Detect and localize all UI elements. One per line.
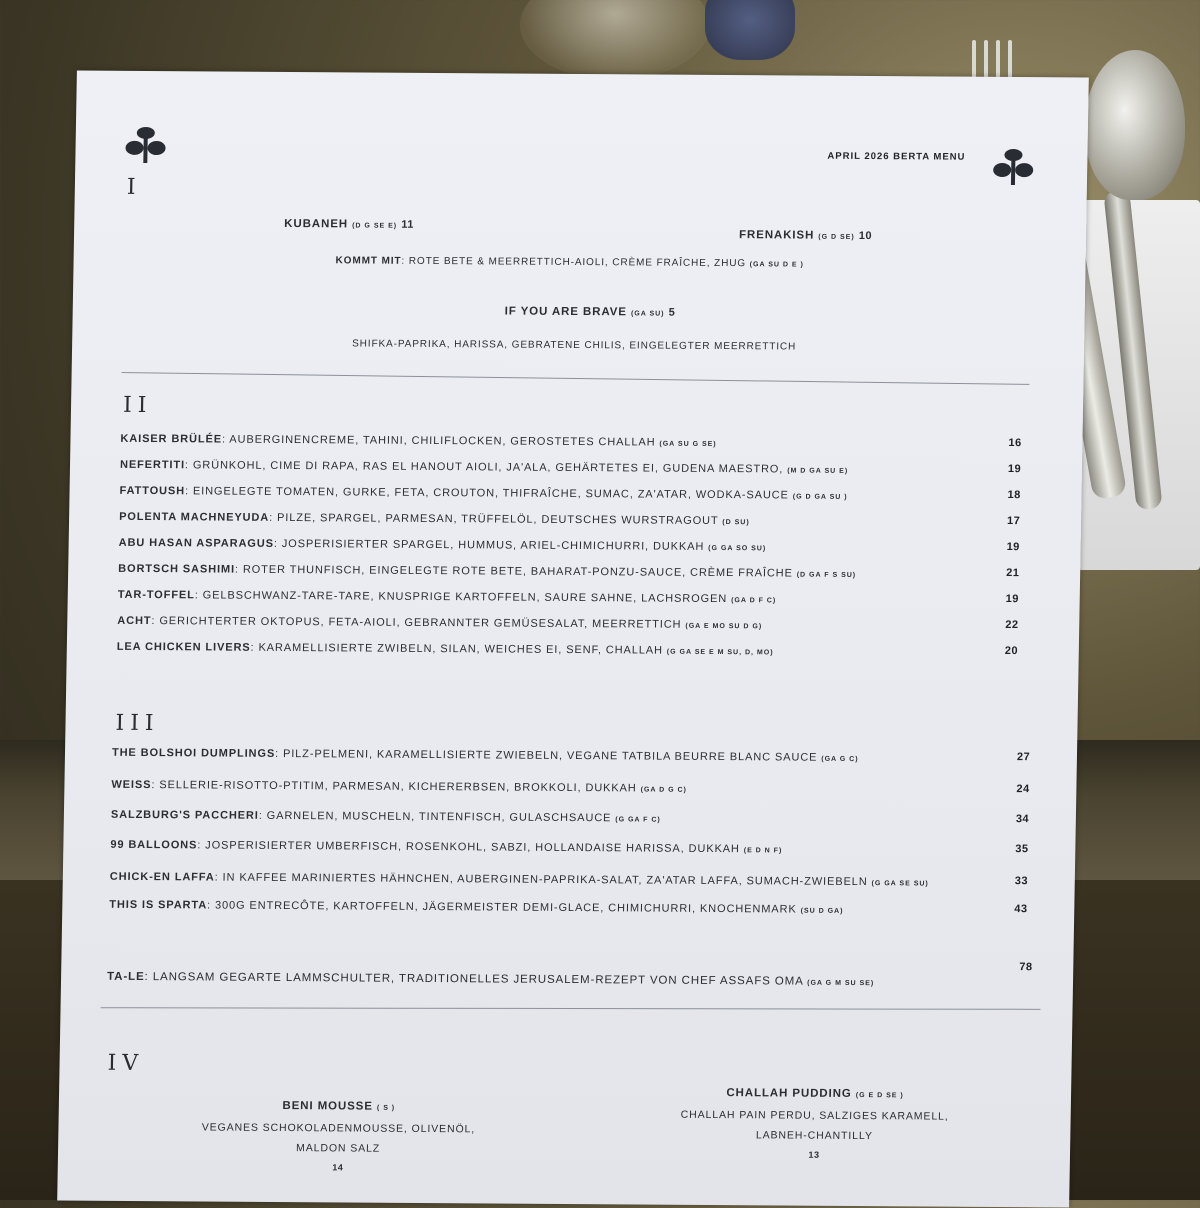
- menu-item: [112, 747, 859, 764]
- menu-item: [119, 511, 750, 527]
- beni-mousse-allergens: ( S ): [376, 1104, 396, 1112]
- menu-item-name: CHICK-EN LAFFA: [109, 870, 215, 884]
- menu-item-description: : EINGELEGTE TOMATEN, GURKE, FETA, CROUTON, THIFRAÎCHE, SUMAC, ZA'ATAR, WODKA-SAUCE: [184, 485, 789, 502]
- menu-item-allergens: (GA SU G SE): [659, 440, 717, 448]
- menu-item: [118, 589, 777, 606]
- menu-item-name: FATTOUSH: [119, 484, 186, 498]
- menu-item-description: : SELLERIE-RISOTTO-PTITIM, PARMESAN, KICHERERBSEN, BROKKOLI, DUKKAH: [151, 779, 637, 795]
- menu-item-description: : ROTER THUNFISCH, EINGELEGTE ROTE BETE, BAHARAT-PONZU-SAUCE, CRÈME FRAÎCHE: [234, 563, 793, 580]
- challah-pudding-allergens: (G E D SE ): [855, 1092, 904, 1100]
- menu-item-allergens: (E D N F): [743, 847, 783, 855]
- menu-item-name: KAISER BRÜLÉE: [120, 432, 223, 446]
- beni-mousse-price: 14: [332, 1162, 344, 1173]
- menu-item-allergens: (GA G C): [821, 755, 859, 764]
- menu-item-description: : GELBSCHWANZ-TARE-TARE, KNUSPRIGE KARTOFFELN, SAURE SAHNE, LACHSROGEN: [194, 589, 728, 606]
- kommt-mit-text: : ROTE BETE & MEERRETTICH-AIOLI, CRÈME FRAÎCHE, ZHUG: [401, 255, 747, 270]
- menu-item-allergens: (GA D F C): [731, 597, 777, 605]
- menu-item-description: : GARNELEN, MUSCHELN, TINTENFISCH, GULASCHSAUCE: [258, 809, 612, 825]
- menu-item: [117, 615, 762, 632]
- menu-item-allergens: (G GA SE SU): [871, 880, 929, 888]
- tale-name: TA-LE: [106, 970, 145, 984]
- menu-item-allergens: (SU D GA): [800, 907, 844, 915]
- kubaneh-allergens: (D G SE E): [352, 222, 398, 230]
- menu-item-name: 99 BALLOONS: [110, 838, 198, 852]
- menu-item-name: WEISS: [111, 778, 152, 792]
- beni-mousse-item: [178, 1099, 499, 1173]
- menu-item: [111, 779, 687, 795]
- menu-item-name: LEA CHICKEN LIVERS: [116, 640, 251, 654]
- menu-item-name: SALZBURG'S PACCHERI: [110, 808, 259, 822]
- menu-item-price: 20: [1004, 645, 1019, 658]
- menu-item-description: : PILZ-PELMENI, KARAMELLISIERTE ZWIEBELN, VEGANE TATBILA BEURRE BLANC SAUCE: [275, 747, 818, 764]
- menu-item-description: : JOSPERISIERTER UMBERFISCH, ROSENKOHL, SABZI, HOLLANDAISE HARISSA, DUKKAH: [197, 839, 740, 856]
- tale-description: : LANGSAM GEGARTE LAMMSCHULTER, TRADITIONELLES JERUSALEM-REZEPT VON CHEF ASSAFS OMA: [144, 971, 804, 988]
- challah-pudding-line2: LABNEH-CHANTILLY: [755, 1129, 873, 1143]
- menu-item-name: ABU HASAN ASPARAGUS: [118, 536, 274, 550]
- wine-glass: [520, 0, 710, 80]
- menu-item-price: 27: [1016, 751, 1031, 764]
- section-four-heading: IV: [107, 1050, 145, 1077]
- menu-item-description: : GERICHTERTER OKTOPUS, FETA-AIOLI, GEBRANNTER GEMÜSESALAT, MEERRETTICH: [151, 615, 682, 631]
- menu-item-description: : PILZE, SPARGEL, PARMESAN, TRÜFFELÖL, DEUTSCHES WURSTRAGOUT: [269, 511, 719, 528]
- tale-item: [107, 971, 874, 988]
- menu-item-price: 19: [1005, 593, 1020, 606]
- menu-item-allergens: (G D GA SU ): [792, 493, 848, 501]
- kommt-mit-allergens: (GA SU D E ): [749, 261, 804, 269]
- menu-item-price: 33: [1014, 875, 1029, 888]
- kommt-mit-label: KOMMT MIT: [335, 255, 402, 267]
- menu-item-name: ACHT: [117, 614, 152, 628]
- menu-item-price: 18: [1007, 489, 1021, 502]
- section-two-heading: II: [122, 392, 153, 419]
- menu-item: [117, 641, 774, 658]
- frenakish-name: FRENAKISH: [738, 229, 815, 242]
- menu-item: [111, 809, 661, 825]
- frenakish-allergens: (G D SE): [818, 233, 855, 241]
- menu-item-description: : 300G ENTRECÔTE, KARTOFFELN, JÄGERMEISTER DEMI-GLACE, CHIMICHURRI, KNOCHENMARK: [207, 899, 797, 916]
- menu-item-name: POLENTA MACHNEYUDA: [119, 510, 270, 524]
- menu-item-price: 19: [1007, 463, 1022, 476]
- menu-item-name: BORTSCH SASHIMI: [118, 562, 236, 576]
- beni-mousse-line2: MALDON SALZ: [296, 1142, 381, 1155]
- menu-item-description: : JOSPERISIERTER SPARGEL, HUMMUS, ARIEL-CHIMICHURRI, DUKKAH: [273, 537, 705, 553]
- menu-item-name: THE BOLSHOI DUMPLINGS: [111, 746, 276, 760]
- brave-name: IF YOU ARE BRAVE: [504, 305, 627, 319]
- menu-item-price: 35: [1015, 843, 1029, 856]
- divider: [101, 1007, 1041, 1010]
- spoon: [1085, 50, 1185, 200]
- blue-glass: [705, 0, 795, 60]
- menu-item-allergens: (M D GA SU E): [787, 467, 849, 475]
- menu-item-allergens: (G GA SE E M SU, D, MO): [666, 648, 774, 657]
- menu-item-allergens: (D SU): [722, 519, 750, 527]
- menu-item-allergens: (GA D G C): [640, 786, 687, 794]
- menu-item: [120, 459, 848, 476]
- menu-item-allergens: (G GA SO SU): [708, 544, 767, 553]
- brave-price: 5: [668, 306, 676, 319]
- menu-item-name: TAR-TOFFEL: [117, 588, 195, 602]
- section-three-heading: III: [115, 710, 160, 737]
- menu-item: [119, 485, 847, 502]
- menu-item: [118, 563, 856, 580]
- menu-item-allergens: (G GA F C): [615, 816, 661, 824]
- challah-pudding-item: [654, 1087, 975, 1161]
- frenakish-item: [739, 229, 872, 242]
- divider: [122, 372, 1030, 385]
- brave-allergens: (GA SU): [630, 310, 665, 318]
- menu-item-description: : AUBERGINENCREME, TAHINI, CHILIFLOCKEN, GEROSTETES CHALLAH: [221, 433, 656, 449]
- menu-item-price: 22: [1005, 619, 1019, 632]
- kommt-mit-line: [335, 255, 803, 269]
- menu-item-price: 17: [1006, 515, 1021, 528]
- menu-item-price: 24: [1016, 783, 1030, 796]
- menu-item-description: : GRÜNKOHL, CIME DI RAPA, RAS EL HANOUT AIOLI, JA'ALA, GEHÄRTETES EI, GUDENA MAESTRO,: [184, 459, 784, 476]
- tale-price: 78: [1019, 961, 1033, 974]
- menu-item: [119, 537, 767, 554]
- menu-item: [110, 839, 782, 856]
- menu-item-price: 34: [1015, 813, 1030, 826]
- menu-item-description: : IN KAFFEE MARINIERTES HÄHNCHEN, AUBERGINEN-PAPRIKA-SALAT, ZA'ATAR LAFFA, SUMACH-ZWIEBELN: [214, 871, 868, 889]
- menu-item-description: : KARAMELLISIERTE ZWIBELN, SILAN, WEICHES EI, SENF, CHALLAH: [250, 641, 663, 657]
- kubaneh-price: 11: [401, 218, 415, 231]
- menu-item: [109, 899, 843, 916]
- kubaneh-name: KUBANEH: [284, 217, 349, 231]
- brave-item: [505, 305, 676, 318]
- menu-item-price: 16: [1008, 437, 1022, 450]
- challah-pudding-line1: CHALLAH PAIN PERDU, SALZIGES KARAMELL,: [680, 1108, 949, 1123]
- tale-allergens: (GA G M SU SE): [807, 979, 875, 988]
- menu-item-allergens: (D GA F S SU): [796, 571, 857, 579]
- menu-item-allergens: (GA E MO SU D G): [685, 622, 763, 631]
- brave-description: SHIFKA-PAPRIKA, HARISSA, GEBRATENE CHILIS, EINGELEGTER MEERRETTICH: [352, 338, 797, 353]
- menu-item-name: NEFERTITI: [119, 458, 186, 472]
- menu-item-name: THIS IS SPARTA: [109, 898, 208, 912]
- berta-logo-icon: [989, 149, 1038, 189]
- beni-mousse-name: BENI MOUSSE: [282, 1100, 373, 1113]
- menu-item-price: 43: [1014, 903, 1028, 916]
- kubaneh-item: [284, 218, 414, 231]
- menu-title: APRIL 2026 BERTA MENU: [827, 150, 966, 163]
- menu-card: [57, 70, 1089, 1207]
- beni-mousse-line1: VEGANES SCHOKOLADENMOUSSE, OLIVENÖL,: [201, 1121, 476, 1136]
- challah-pudding-price: 13: [808, 1149, 820, 1160]
- challah-pudding-name: CHALLAH PUDDING: [726, 1087, 852, 1100]
- menu-item-price: 21: [1006, 567, 1020, 580]
- menu-item: [110, 871, 929, 889]
- berta-logo-icon: [121, 127, 170, 167]
- menu-item-price: 19: [1006, 541, 1020, 554]
- section-one-heading: I: [126, 174, 142, 200]
- menu-item: [120, 433, 716, 449]
- frenakish-price: 10: [858, 229, 873, 243]
